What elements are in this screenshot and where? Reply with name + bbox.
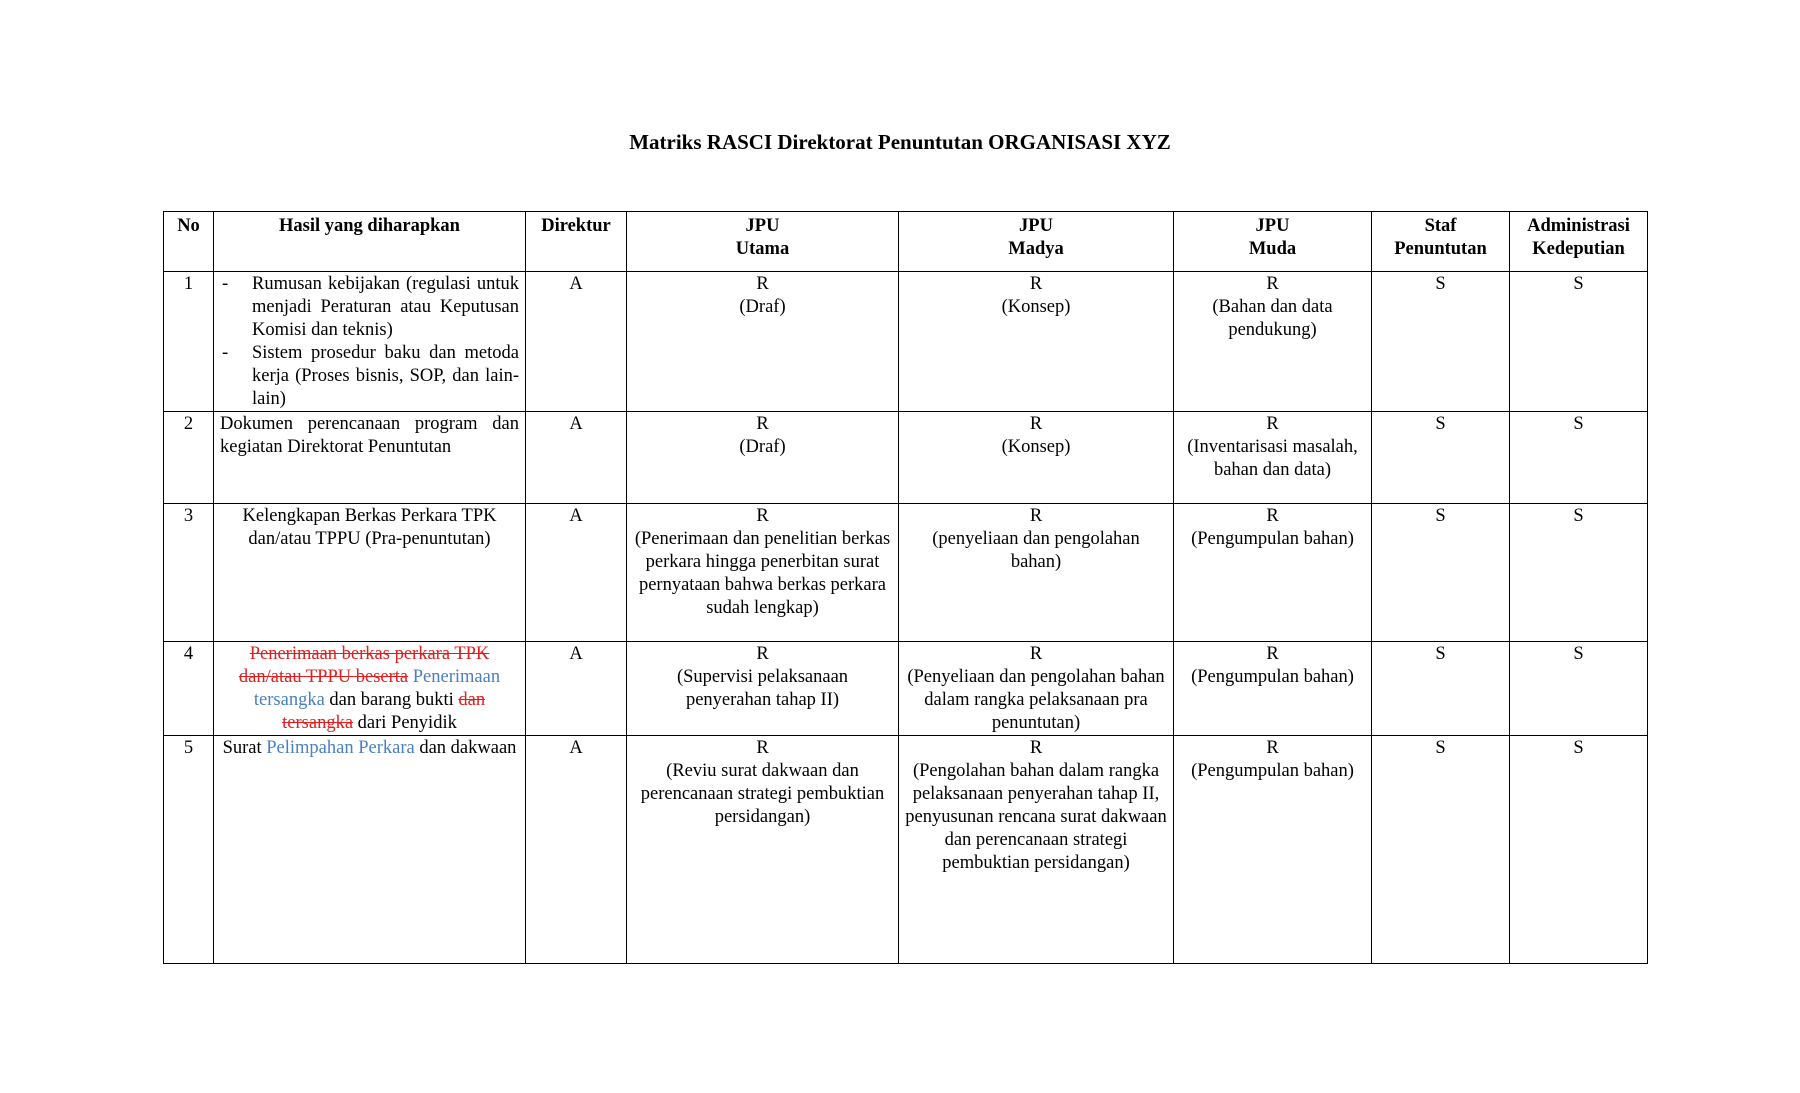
header-jpu-madya-line2: Madya bbox=[1008, 239, 1064, 259]
row-staf: S bbox=[1372, 272, 1510, 412]
table-row bbox=[164, 272, 1648, 412]
role-code: R bbox=[1029, 644, 1043, 664]
header-jpu-muda-line2: Muda bbox=[1248, 239, 1297, 259]
hasil-text: dari Penyidik bbox=[357, 713, 457, 733]
hasil-list-item: - Rumusan kebijakan (regulasi untuk menjadi Peraturan atau Keputusan Komisi dan teknis) bbox=[220, 273, 519, 342]
header-staf-line1: Staf bbox=[1424, 216, 1457, 236]
row-jpu-utama bbox=[627, 272, 899, 412]
table-row bbox=[164, 412, 1648, 504]
header-jpu-utama-line2: Utama bbox=[735, 239, 790, 259]
header-direktur: Direktur bbox=[526, 212, 627, 272]
row-hasil bbox=[214, 736, 526, 964]
row-staf: S bbox=[1372, 504, 1510, 642]
role-code: R bbox=[1266, 644, 1279, 664]
header-jpu-madya bbox=[899, 212, 1174, 272]
header-jpu-utama-line1: JPU bbox=[745, 216, 780, 236]
row-admin: S bbox=[1510, 272, 1648, 412]
role-desc: (Konsep) bbox=[1001, 437, 1071, 457]
row-no: 1 bbox=[164, 272, 214, 412]
header-admin-line1: Administrasi bbox=[1527, 216, 1630, 236]
table-row bbox=[164, 504, 1648, 642]
row-direktur: A bbox=[526, 272, 627, 412]
role-code: R bbox=[1029, 738, 1043, 758]
role-desc: (Bahan dan data pendukung) bbox=[1212, 297, 1333, 340]
row-jpu-muda bbox=[1174, 412, 1372, 504]
row-jpu-muda bbox=[1174, 642, 1372, 736]
row-jpu-madya bbox=[899, 642, 1174, 736]
role-desc: (Supervisi pelaksanaan penyerahan tahap II) bbox=[676, 667, 849, 710]
row-direktur: A bbox=[526, 412, 627, 504]
role-code: R bbox=[756, 644, 769, 664]
header-jpu-utama bbox=[627, 212, 899, 272]
row-jpu-utama bbox=[627, 736, 899, 964]
row-jpu-muda bbox=[1174, 736, 1372, 964]
role-code: R bbox=[1266, 506, 1279, 526]
row-hasil bbox=[214, 642, 526, 736]
role-code: R bbox=[1266, 414, 1279, 434]
header-jpu-muda-line1: JPU bbox=[1255, 216, 1290, 236]
hasil-list bbox=[220, 273, 519, 411]
role-desc: (Inventarisasi masalah, bahan dan data) bbox=[1187, 437, 1358, 480]
role-desc: (Reviu surat dakwaan dan perencanaan strategi pembuktian persidangan) bbox=[640, 761, 885, 827]
row-no: 4 bbox=[164, 642, 214, 736]
role-desc: (Pengumpulan bahan) bbox=[1191, 761, 1354, 781]
row-jpu-utama bbox=[627, 642, 899, 736]
row-hasil: Dokumen perencanaan program dan kegiatan Direktorat Penuntutan bbox=[214, 412, 526, 504]
role-code: R bbox=[756, 738, 769, 758]
role-desc: (Draf) bbox=[739, 437, 786, 457]
role-desc: (Penerimaan dan penelitian berkas perkara hingga penerbitan surat pernyataan bahwa berkas perkara sudah lengkap) bbox=[634, 529, 891, 618]
deleted-text: Penerimaan berkas perkara TPK dan/atau TPPU beserta bbox=[238, 644, 490, 687]
row-admin: S bbox=[1510, 642, 1648, 736]
role-desc: (Penyeliaan dan pengolahan bahan dalam rangka pelaksanaan pra penuntutan) bbox=[907, 667, 1165, 733]
role-code: R bbox=[756, 414, 769, 434]
header-no: No bbox=[164, 212, 214, 272]
row-hasil bbox=[214, 272, 526, 412]
header-staf-line2: Penuntutan bbox=[1394, 239, 1487, 259]
header-jpu-muda bbox=[1174, 212, 1372, 272]
role-code: R bbox=[756, 274, 769, 294]
row-staf: S bbox=[1372, 736, 1510, 964]
row-jpu-utama bbox=[627, 412, 899, 504]
role-code: R bbox=[1266, 274, 1279, 294]
row-jpu-muda bbox=[1174, 504, 1372, 642]
header-jpu-madya-line1: JPU bbox=[1019, 216, 1053, 236]
inserted-text: Penerimaan tersangka bbox=[253, 667, 501, 710]
row-no: 3 bbox=[164, 504, 214, 642]
row-admin: S bbox=[1510, 412, 1648, 504]
role-desc: (Pengolahan bahan dalam rangka pelaksanaan penyerahan tahap II, penyusunan rencana surat dakwaan dan perencanaan strategi pembuktian persidangan) bbox=[905, 761, 1167, 873]
table-row bbox=[164, 642, 1648, 736]
header-admin bbox=[1510, 212, 1648, 272]
role-code: R bbox=[1029, 506, 1043, 526]
role-code: R bbox=[1266, 738, 1279, 758]
row-direktur: A bbox=[526, 504, 627, 642]
header-staf bbox=[1372, 212, 1510, 272]
header-hasil: Hasil yang diharapkan bbox=[214, 212, 526, 272]
role-code: R bbox=[1029, 274, 1043, 294]
hasil-text: Surat bbox=[222, 738, 262, 758]
role-desc: (Pengumpulan bahan) bbox=[1191, 667, 1354, 687]
header-row bbox=[164, 212, 1648, 272]
row-jpu-muda bbox=[1174, 272, 1372, 412]
role-code: R bbox=[756, 506, 769, 526]
role-desc: (Pengumpulan bahan) bbox=[1191, 529, 1354, 549]
row-hasil: Kelengkapan Berkas Perkara TPK dan/atau TPPU (Pra-penuntutan) bbox=[214, 504, 526, 642]
role-code: R bbox=[1029, 414, 1043, 434]
row-staf: S bbox=[1372, 412, 1510, 504]
row-jpu-utama bbox=[627, 504, 899, 642]
role-desc: (Konsep) bbox=[1001, 297, 1071, 317]
row-direktur: A bbox=[526, 736, 627, 964]
hasil-list-item: - Sistem prosedur baku dan metoda kerja (Proses bisnis, SOP, dan lain-lain) bbox=[220, 342, 519, 411]
row-staf: S bbox=[1372, 642, 1510, 736]
role-desc: (Draf) bbox=[739, 297, 786, 317]
document-title: Matriks RASCI Direktorat Penuntutan ORGANISASI XYZ bbox=[629, 130, 1171, 154]
rasci-matrix-table bbox=[163, 211, 1648, 964]
row-no: 5 bbox=[164, 736, 214, 964]
deleted-text: dan tersangka bbox=[282, 690, 486, 733]
row-jpu-madya bbox=[899, 736, 1174, 964]
table-row bbox=[164, 736, 1648, 964]
inserted-text: Pelimpahan Perkara bbox=[266, 738, 415, 758]
row-jpu-madya bbox=[899, 504, 1174, 642]
role-desc: (penyeliaan dan pengolahan bahan) bbox=[932, 529, 1140, 572]
row-jpu-madya bbox=[899, 412, 1174, 504]
row-admin: S bbox=[1510, 504, 1648, 642]
row-jpu-madya bbox=[899, 272, 1174, 412]
hasil-text: dan dakwaan bbox=[419, 738, 517, 758]
row-admin: S bbox=[1510, 736, 1648, 964]
row-direktur: A bbox=[526, 642, 627, 736]
hasil-text: dan barang bukti bbox=[329, 690, 454, 710]
header-admin-line2: Kedeputian bbox=[1532, 239, 1625, 259]
row-no: 2 bbox=[164, 412, 214, 504]
